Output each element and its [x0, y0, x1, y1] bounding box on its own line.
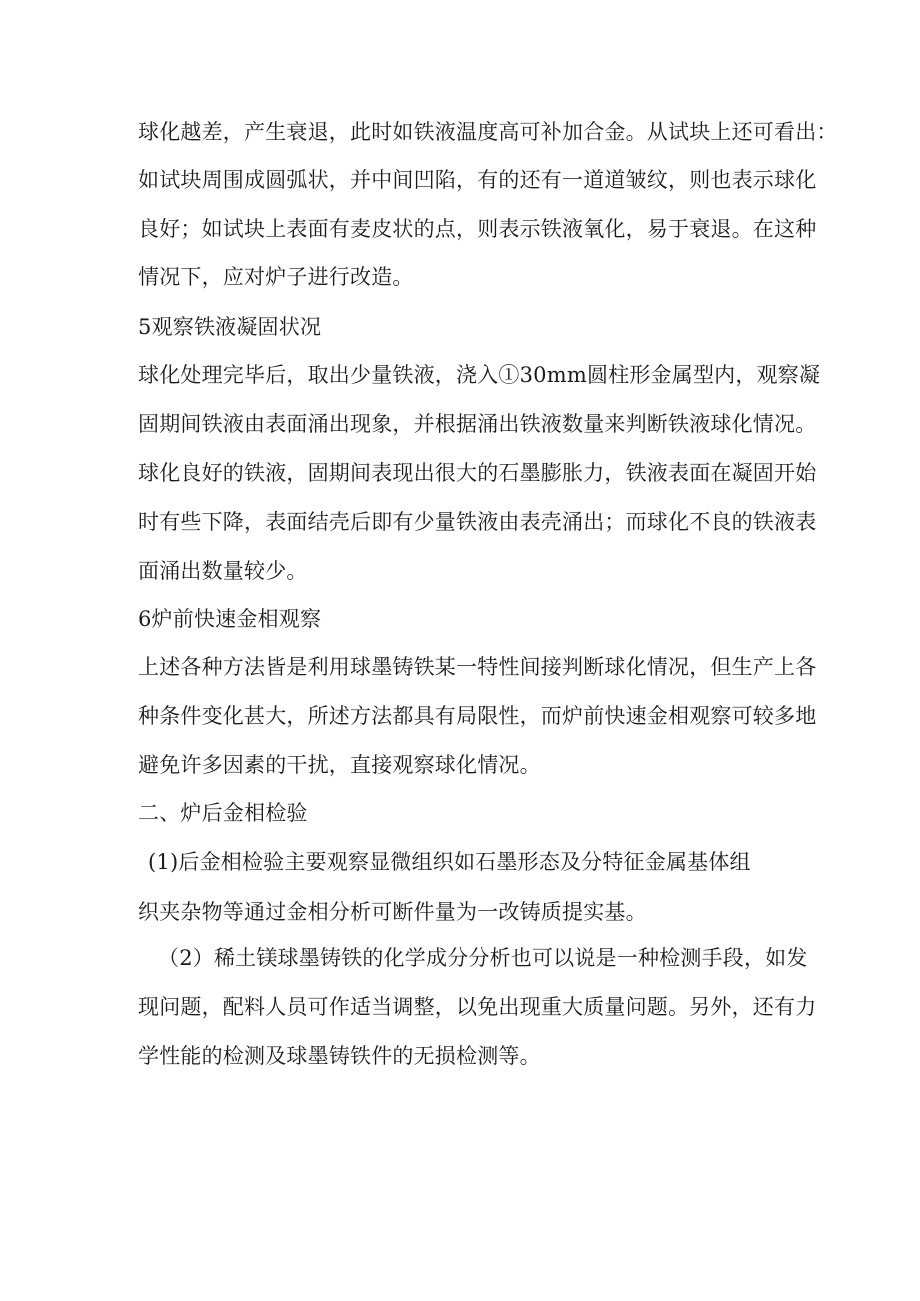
text-line-14: 避免许多因素的干扰，直接观察球化情况。	[138, 753, 541, 777]
section-heading-6: 6炉前快速金相观察	[138, 607, 322, 631]
text-line-18: （2）稀土镁球墨铸铁的化学成分分析也可以说是一种检测手段，如发	[158, 946, 808, 970]
text-line-16: (1)后金相检验主要观察显微组织如石墨形态及分特征金属基体组	[148, 850, 751, 874]
text-line-6: 球化处理完毕后，取出少量铁液，浇入①30mm圆柱形金属型内，观察凝	[138, 363, 821, 387]
section-heading-5: 5观察铁液凝固状况	[138, 315, 322, 339]
text-line-3: 良好；如试块上表面有麦皮状的点，则表示铁液氧化，易于衰退。在这种	[138, 217, 817, 241]
text-line-13: 种条件变化甚大，所述方法都具有局限性，而炉前快速金相观察可较多地	[138, 704, 817, 728]
text-line-17: 织夹杂物等通过金相分析可断件量为一改铸质提实基。	[138, 900, 647, 924]
text-line-9: 时有些下降，表面结壳后即有少量铁液由表壳涌出；而球化不良的铁液表	[138, 510, 817, 534]
section-heading-2: 二、炉后金相检验	[138, 801, 308, 825]
text-line-8: 球化良好的铁液，固期间表现出很大的石墨膨胀力，铁液表面在凝固开始	[138, 461, 817, 485]
text-line-1: 球化越差，产生衰退，此时如铁液温度高可补加合金。从试块上还可看出：	[138, 120, 838, 144]
text-line-19: 现问题，配料人员可作适当调整，以免出现重大质量问题。另外，还有力	[138, 995, 817, 1019]
text-line-4: 情况下，应对炉子进行改造。	[138, 265, 414, 289]
text-line-20: 学性能的检测及球墨铸铁件的无损检测等。	[138, 1044, 541, 1068]
text-line-10: 面涌出数量较少。	[138, 559, 308, 583]
text-line-2: 如试块周围成圆弧状，并中间凹陷，有的还有一道道皱纹，则也表示球化	[138, 168, 817, 192]
text-line-7: 固期间铁液由表面涌出现象，并根据涌出铁液数量来判断铁液球化情况。	[138, 412, 817, 436]
text-line-12: 上述各种方法皆是利用球墨铸铁某一特性间接判断球化情况，但生产上各	[138, 655, 817, 679]
